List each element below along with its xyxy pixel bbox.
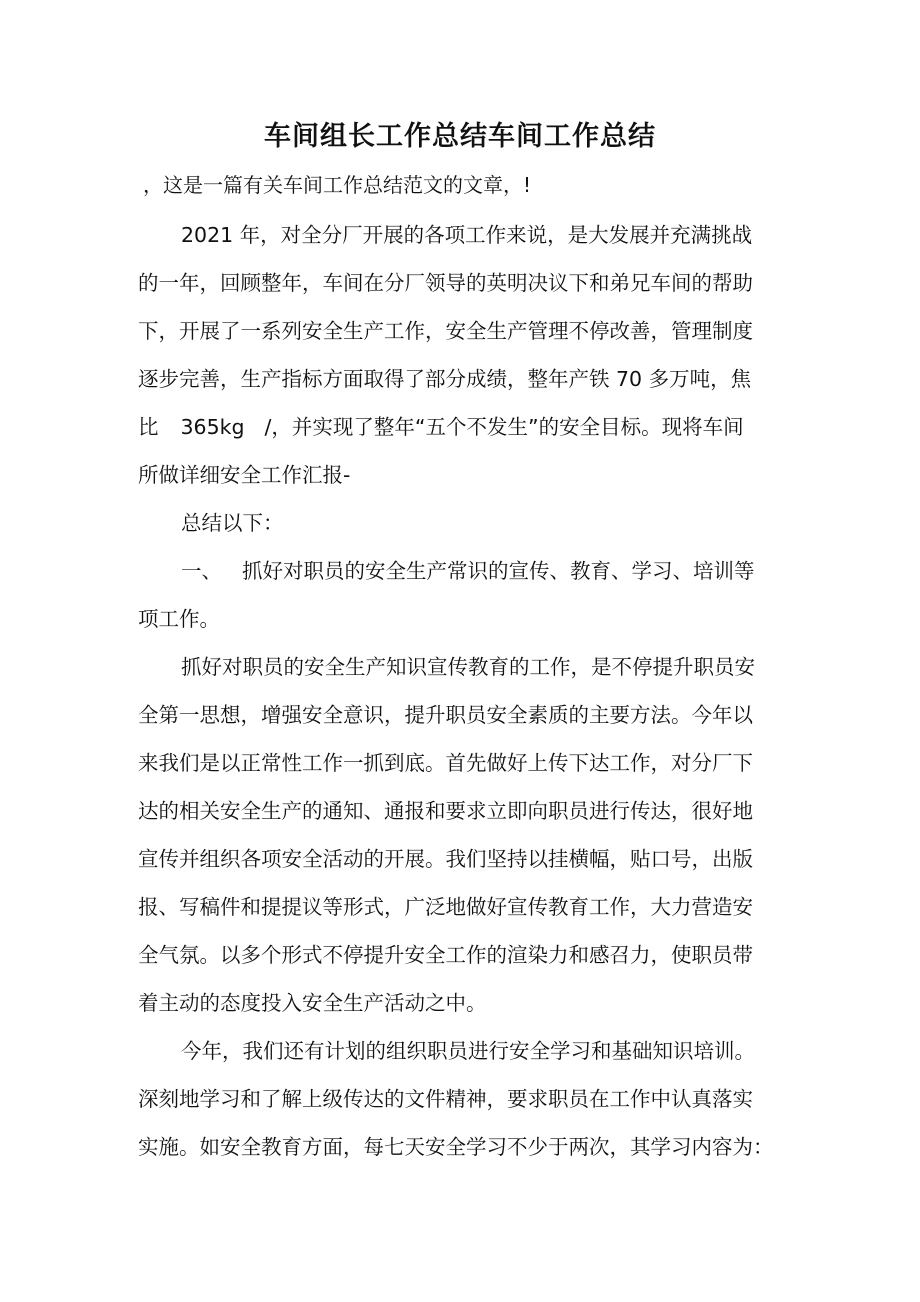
section-heading — [181, 554, 755, 588]
paragraph-line: 下，开展了一系列安全生产工作，安全生产管理不停改善，管理制度 — [138, 319, 753, 343]
paragraph-line: 全气氛。以多个形式不停提升安全工作的渲染力和感召力，使职员带 — [138, 943, 753, 967]
coke-ratio-label: 比 — [138, 415, 159, 439]
coke-ratio-rest: /，并实现了整年“五个不发生”的安全目标。现将车间 — [264, 415, 744, 439]
paragraph-line: 宣传并组织各项安全活动的开展。我们坚持以挂横幅，贴口号，出版 — [138, 847, 753, 871]
section-number: 一、 — [181, 559, 222, 583]
paragraph-line: 实施。如安全教育方面，每七天安全学习不少于两次，其学习内容为： — [138, 1135, 774, 1159]
paragraph-line: 报、写稿件和提提议等形式，广泛地做好宣传教育工作，大力营造安 — [138, 895, 753, 919]
document-intro: ，这是一篇有关车间工作总结范文的文章，! — [143, 173, 532, 197]
paragraph-line: 今年，我们还有计划的组织职员进行安全学习和基础知识培训。 — [181, 1039, 755, 1063]
section-heading-cont: 项工作。 — [138, 607, 220, 631]
document-title: 车间组长工作总结车间工作总结 — [264, 121, 656, 152]
paragraph-line: 所做详细安全工作汇报- — [138, 463, 351, 487]
paragraph-line: 总结以下： — [181, 511, 284, 535]
paragraph-line: 全第一思想，增强安全意识，提升职员安全素质的主要方法。今年以 — [138, 703, 753, 727]
paragraph-line: 逐步完善，生产指标方面取得了部分成绩，整年产铁 70 多万吨，焦 — [138, 367, 752, 391]
paragraph-line: 来我们是以正常性工作一抓到底。首先做好上传下达工作，对分厂下 — [138, 751, 753, 775]
paragraph-line: 的一年，回顾整年，车间在分厂领导的英明决议下和弟兄车间的帮助 — [138, 271, 753, 295]
paragraph-line: 深刻地学习和了解上级传达的文件精神，要求职员在工作中认真落实 — [138, 1087, 753, 1111]
paragraph-line: 着主动的态度投入安全生产活动之中。 — [138, 991, 487, 1015]
section-heading-text: 抓好对职员的安全生产常识的宣传、教育、学习、培训等 — [242, 559, 755, 583]
paragraph-line: 抓好对职员的安全生产知识宣传教育的工作，是不停提升职员安 — [181, 655, 755, 679]
coke-ratio-value: 365kg — [180, 415, 245, 439]
paragraph-line-coke-ratio — [138, 410, 744, 444]
paragraph-line: 达的相关安全生产的通知、通报和要求立即向职员进行传达，很好地 — [138, 799, 753, 823]
paragraph-line: 2021 年，对全分厂开展的各项工作来说，是大发展并充满挑战 — [181, 223, 753, 247]
